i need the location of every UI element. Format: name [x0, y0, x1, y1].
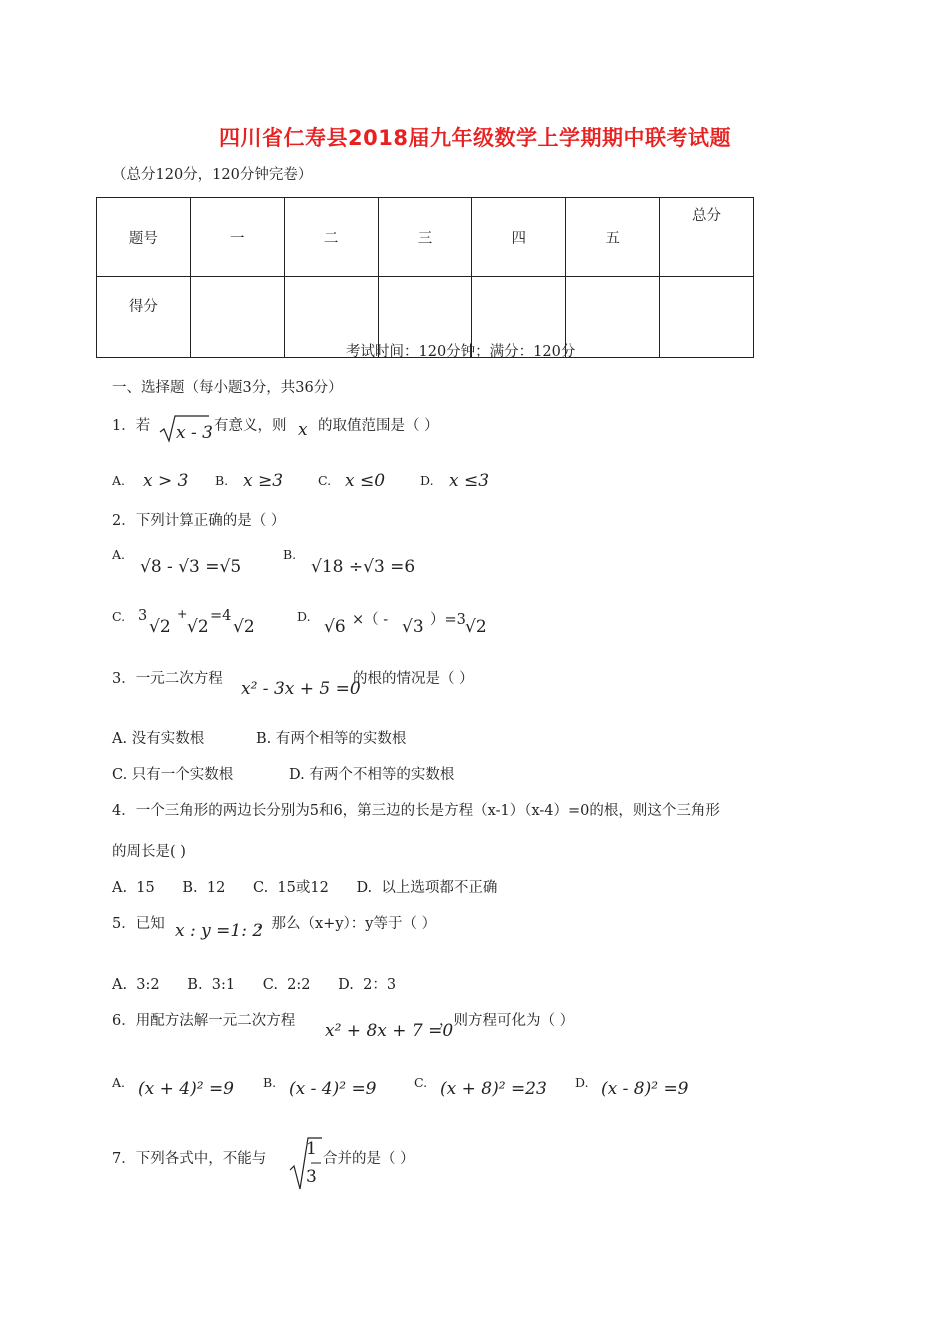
- q3-option-d: D. 有两个不相等的实数根: [289, 767, 455, 783]
- table-cell: [660, 277, 754, 358]
- q1-option-b-label: B.: [215, 473, 229, 488]
- q1-option-d-label: D.: [420, 473, 434, 488]
- q6-option-b-label: B.: [263, 1075, 277, 1090]
- q1-option-a-label: A.: [112, 473, 126, 488]
- q6-option-a-label: A.: [112, 1075, 126, 1090]
- table-cell: 五: [566, 198, 660, 277]
- q3-option-a: A. 没有实数根: [112, 731, 205, 747]
- q2-option-d-sqrt: √2: [465, 617, 487, 637]
- question-3-prefix: 3．一元二次方程: [112, 671, 223, 687]
- q6-option-d-label: D.: [575, 1075, 589, 1090]
- question-4-line1: 4．一个三角形的两边长分别为5和6，第三边的长是方程（x-1）（x-4）=0的根，则这个三角形: [112, 803, 720, 819]
- q1-variable: x: [298, 420, 308, 440]
- table-cell: 得分: [97, 277, 191, 358]
- q1-option-b: x ≥3: [243, 471, 284, 491]
- question-1-prefix: 1．若: [112, 418, 151, 434]
- q2-option-c-coef: 3: [138, 608, 148, 624]
- q5-options: A. 3:2 B. 3:1 C. 2:2 D. 2：3: [112, 977, 397, 993]
- q2-option-d-times: ×（ -: [352, 612, 389, 628]
- q2-option-c-eq: =4: [210, 608, 232, 624]
- q6-equation: x² + 8x + 7 =0: [325, 1021, 454, 1041]
- table-cell: 题号: [97, 198, 191, 277]
- question-2: 2．下列计算正确的是（ ）: [112, 513, 286, 529]
- q6-option-c-label: C.: [414, 1075, 428, 1090]
- q6-option-c: (x + 8)² =23: [440, 1079, 547, 1099]
- exam-info: 考试时间：120分钟；满分：120分: [346, 344, 576, 360]
- subtitle: （总分120分，120分钟完卷）: [112, 167, 313, 183]
- q1-option-c: x ≤0: [345, 471, 386, 491]
- q2-option-c-plus: +: [177, 606, 188, 621]
- q6-option-d: (x - 8)² =9: [601, 1079, 689, 1099]
- table-row: [97, 198, 754, 277]
- q6-option-a: (x + 4)² =9: [138, 1079, 234, 1099]
- q2-option-c-label: C.: [112, 609, 126, 624]
- q2-option-d-eq: ）=3: [430, 612, 466, 628]
- q2-option-d-sqrt: √3: [402, 617, 424, 637]
- question-6-suffix: ，则方程可化为（ ）: [439, 1013, 575, 1029]
- table-cell: 二: [284, 198, 378, 277]
- q2-option-b-label: B.: [283, 547, 297, 562]
- question-4-line2: 的周长是( ): [112, 844, 186, 860]
- question-7-prefix: 7．下列各式中，不能与: [112, 1151, 267, 1167]
- q1-radicand: x - 3: [176, 423, 213, 443]
- question-1-mid: 有意义，则: [214, 418, 287, 434]
- q2-option-a-label: A.: [112, 547, 126, 562]
- table-cell: 总分: [660, 198, 754, 277]
- q2-option-c-sqrt: √2: [187, 617, 209, 637]
- page-title: 四川省仁寿县2018届九年级数学上学期期中联考试题: [219, 126, 731, 150]
- table-cell: [566, 277, 660, 358]
- q2-option-a: √8 - √3 =√5: [140, 557, 242, 577]
- q2-option-d-label: D.: [297, 609, 311, 624]
- q3-option-c: C. 只有一个实数根: [112, 767, 234, 783]
- q3-equation: x² - 3x + 5 =0: [241, 679, 361, 699]
- section-heading: 一、选择题（每小题3分，共36分）: [112, 380, 343, 396]
- question-5-suffix: ，那么（x+y）：y等于（ ）: [257, 916, 437, 932]
- question-3-suffix: 的根的情况是（ ）: [353, 671, 474, 687]
- q2-option-c-sqrt: √2: [233, 617, 255, 637]
- q5-ratio: x : y =1: 2: [175, 921, 264, 941]
- question-6-prefix: 6．用配方法解一元二次方程: [112, 1013, 296, 1029]
- q7-fraction-numerator: 1: [306, 1139, 317, 1159]
- table-cell: [190, 277, 284, 358]
- question-7-suffix: 合并的是（ ）: [323, 1151, 415, 1167]
- table-cell: 三: [378, 198, 472, 277]
- q2-option-b: √18 ÷√3 =6: [311, 557, 416, 577]
- table-cell: 四: [472, 198, 566, 277]
- q4-options: A. 15 B. 12 C. 15或12 D. 以上选项都不正确: [112, 880, 498, 896]
- table-cell: 一: [190, 198, 284, 277]
- score-table: [96, 197, 754, 358]
- q3-option-b: B. 有两个相等的实数根: [256, 731, 407, 747]
- q7-fraction-denominator: 3: [306, 1167, 317, 1187]
- q1-option-d: x ≤3: [449, 471, 490, 491]
- q1-option-a: x > 3: [143, 471, 189, 491]
- question-1-suffix: 的取值范围是（ ）: [318, 418, 439, 434]
- q2-option-c-sqrt: √2: [149, 617, 171, 637]
- question-5-prefix: 5．已知: [112, 916, 165, 932]
- q1-option-c-label: C.: [318, 473, 332, 488]
- q6-option-b: (x - 4)² =9: [289, 1079, 377, 1099]
- q2-option-d-sqrt: √6: [324, 617, 346, 637]
